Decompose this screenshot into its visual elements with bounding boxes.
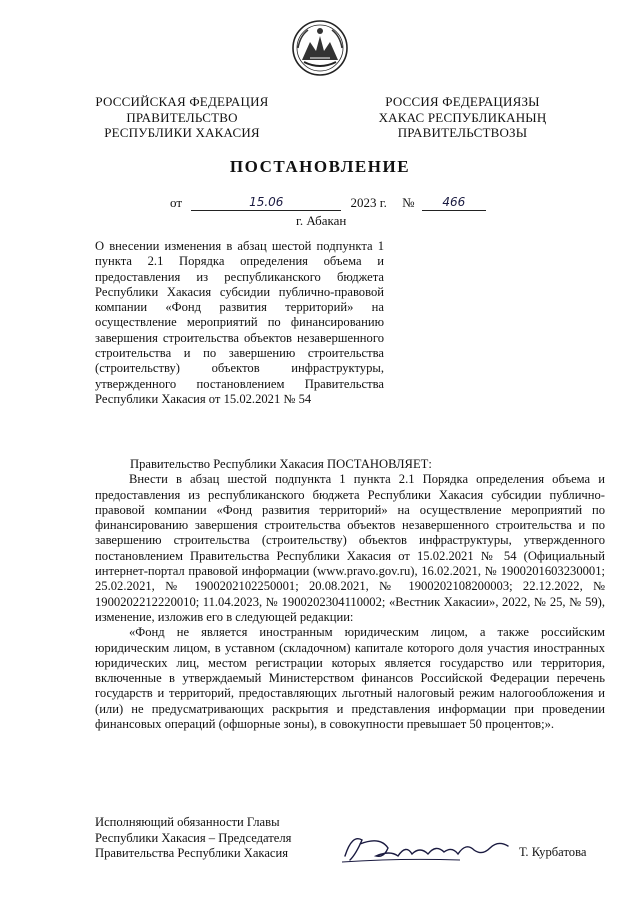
header-right-line: ПРАВИТЕЛЬСТВОЗЫ [397, 125, 528, 140]
preamble: Правительство Республики Хакасия ПОСТАНОВЛЯЕТ: [130, 457, 432, 471]
header-right-line: РОССИЯ ФЕДЕРАЦИЯЗЫ [385, 94, 540, 109]
document-title: ПОСТАНОВЛЕНИЕ [229, 157, 411, 176]
city: г. Абакан [296, 213, 347, 228]
handwritten-date: 15.06 [249, 195, 284, 209]
from-label: от [170, 195, 183, 210]
number-field [422, 196, 486, 211]
signatory-line: Правительства Республики Хакасия [95, 846, 289, 860]
signatory-line: Исполняющий обязанности Главы [95, 815, 280, 829]
document-body [95, 457, 605, 732]
signatory-title [95, 815, 291, 862]
handwritten-number: 466 [442, 195, 466, 209]
body-paragraph: «Фонд не является иностранным юридическим лицом, а также российским юридическим лицом, в уставном (складочном) капитале которого доля участия иностранных юридических лиц, местом регистрации которых является государство или территория, включенные в утверждаемый Министерством финансов Российской Федерации перечень государств и территорий, предоставляющих льготный налоговый режим налогообложения и (или) не предусматривающих раскрытия и представления информации при проведении финансовых операций (офшорные зоны), в совокупности превышает 50 процентов;». [95, 625, 605, 732]
header-left-line: РЕСПУБЛИКИ ХАКАСИЯ [104, 125, 260, 140]
header-right [360, 94, 565, 141]
body-paragraph: Внести в абзац шестой подпункта 1 пункта 2.1 Порядка определения объема и предоставления из республиканского бюджета Республики Хакасия субсидии публично-правовой компании «Фонд развития территорий» на осуществление мероприятий по финансированию завершения строительства объектов незавершенного строительства и по завершению строительства (строительству) объектов инфраструктуры, утвержденного постановлением Правительства Республики Хакасия от 15.02.2021 № 54 (Официальный интернет-портал правовой информации (www.pravo.gov.ru), 16.02.2021, № 1900201603230001; 25.02.2021, № 1900202102250001; 20.08.2021, № 1900202108200003; 22.12.2022, № 1900202212220010; 11.04.2023, № 1900202304110002; «Вестник Хакасии», 2022, № 25, № 59), изменение, изложив его в следующей редакции: [95, 472, 605, 624]
header-left [88, 94, 276, 141]
number-label: № [402, 195, 415, 210]
date-field [191, 196, 341, 211]
year-label: 2023 г. [350, 195, 387, 210]
date-number-line [170, 195, 486, 211]
header-left-line: ПРАВИТЕЛЬСТВО [126, 109, 238, 125]
coat-of-arms-emblem [290, 18, 350, 78]
handwritten-signature [340, 826, 515, 868]
signatory-name: Т. Курбатова [519, 845, 587, 859]
header-left-line: РОССИЙСКАЯ ФЕДЕРАЦИЯ [95, 94, 269, 109]
document-subject: О внесении изменения в абзац шестой подпункта 1 пункта 2.1 Порядка определения объема и предоставления из республиканского бюджета Республики Хакасия субсидии публично-правовой компании «Фонд развития территорий» на осуществление мероприятий по финансированию завершения строительства объектов незавершенного строительства и по завершению строительства (строительству) объектов инфраструктуры, утвержденного постановлением Правительства Республики Хакасия от 15.02.2021 № 54 [95, 239, 384, 406]
signatory-line: Республики Хакасия – Председателя [95, 830, 292, 845]
header-right-line: ХАКАС РЕСПУБЛИКАНЫҢ [378, 109, 547, 125]
